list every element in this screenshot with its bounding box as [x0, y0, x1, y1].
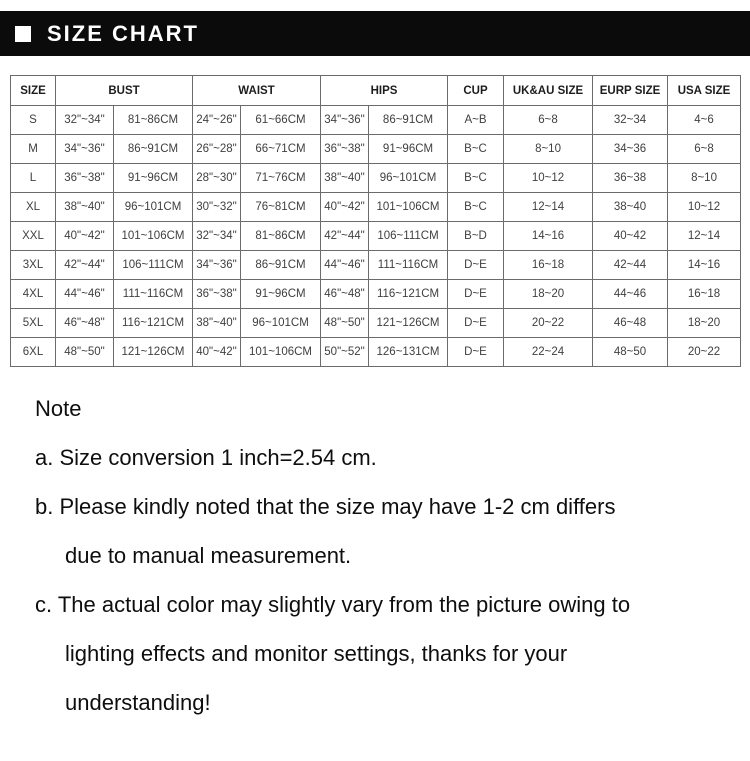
- cell-bust-cm: 106~111CM: [114, 251, 193, 280]
- cell-hips-cm: 121~126CM: [369, 309, 448, 338]
- table-row: [11, 338, 741, 367]
- cell-eurp-size: 40~42: [593, 222, 668, 251]
- cell-waist-in: 24"~26": [193, 106, 241, 135]
- cell-hips-cm: 86~91CM: [369, 106, 448, 135]
- cell-waist-cm: 86~91CM: [241, 251, 321, 280]
- cell-bust-in: 44"~46": [56, 280, 114, 309]
- notes-list: [35, 447, 730, 714]
- cell-eurp-size: 36~38: [593, 164, 668, 193]
- table-row: [11, 222, 741, 251]
- cell-bust-cm: 111~116CM: [114, 280, 193, 309]
- cell-waist-cm: 76~81CM: [241, 193, 321, 222]
- cell-usa-size: 6~8: [668, 135, 741, 164]
- cell-bust-in: 46"~48": [56, 309, 114, 338]
- cell-hips-in: 34"~36": [321, 106, 369, 135]
- cell-bust-in: 42"~44": [56, 251, 114, 280]
- square-bullet-icon: [15, 26, 31, 42]
- cell-hips-in: 44"~46": [321, 251, 369, 280]
- cell-usa-size: 8~10: [668, 164, 741, 193]
- cell-ukau-size: 10~12: [504, 164, 593, 193]
- col-header-hips: HIPS: [321, 76, 448, 106]
- cell-waist-cm: 101~106CM: [241, 338, 321, 367]
- cell-eurp-size: 46~48: [593, 309, 668, 338]
- cell-hips-cm: 111~116CM: [369, 251, 448, 280]
- cell-waist-in: 32"~34": [193, 222, 241, 251]
- notes-heading: Note: [35, 396, 82, 421]
- table-row: [11, 193, 741, 222]
- col-header-bust: BUST: [56, 76, 193, 106]
- cell-cup: D~E: [448, 251, 504, 280]
- col-header-eurp-size: EURP SIZE: [593, 76, 668, 106]
- cell-waist-in: 36"~38": [193, 280, 241, 309]
- cell-size: L: [11, 164, 56, 193]
- cell-usa-size: 4~6: [668, 106, 741, 135]
- table-row: [11, 164, 741, 193]
- cell-bust-cm: 96~101CM: [114, 193, 193, 222]
- cell-ukau-size: 16~18: [504, 251, 593, 280]
- cell-waist-in: 38"~40": [193, 309, 241, 338]
- cell-waist-in: 30"~32": [193, 193, 241, 222]
- cell-cup: A~B: [448, 106, 504, 135]
- cell-eurp-size: 44~46: [593, 280, 668, 309]
- cell-usa-size: 10~12: [668, 193, 741, 222]
- cell-size: XXL: [11, 222, 56, 251]
- cell-bust-in: 32"~34": [56, 106, 114, 135]
- cell-waist-cm: 91~96CM: [241, 280, 321, 309]
- cell-cup: D~E: [448, 280, 504, 309]
- cell-cup: B~C: [448, 164, 504, 193]
- cell-hips-cm: 91~96CM: [369, 135, 448, 164]
- notes-section: [35, 398, 730, 714]
- cell-hips-in: 42"~44": [321, 222, 369, 251]
- cell-usa-size: 14~16: [668, 251, 741, 280]
- page-title: SIZE CHART: [47, 20, 199, 46]
- cell-bust-cm: 86~91CM: [114, 135, 193, 164]
- note-line: due to manual measurement.: [65, 543, 352, 568]
- col-header-waist: WAIST: [193, 76, 321, 106]
- cell-waist-in: 28"~30": [193, 164, 241, 193]
- cell-waist-cm: 96~101CM: [241, 309, 321, 338]
- cell-eurp-size: 34~36: [593, 135, 668, 164]
- cell-hips-in: 46"~48": [321, 280, 369, 309]
- cell-eurp-size: 42~44: [593, 251, 668, 280]
- cell-waist-in: 26"~28": [193, 135, 241, 164]
- cell-ukau-size: 8~10: [504, 135, 593, 164]
- cell-waist-cm: 61~66CM: [241, 106, 321, 135]
- note-line: b. Please kindly noted that the size may have 1-2 cm differs: [35, 494, 616, 519]
- cell-bust-in: 48"~50": [56, 338, 114, 367]
- cell-size: S: [11, 106, 56, 135]
- cell-cup: D~E: [448, 338, 504, 367]
- cell-waist-in: 34"~36": [193, 251, 241, 280]
- table-body: [11, 106, 741, 367]
- cell-hips-cm: 101~106CM: [369, 193, 448, 222]
- cell-hips-cm: 126~131CM: [369, 338, 448, 367]
- cell-ukau-size: 18~20: [504, 280, 593, 309]
- cell-bust-in: 38"~40": [56, 193, 114, 222]
- cell-bust-in: 36"~38": [56, 164, 114, 193]
- cell-waist-cm: 66~71CM: [241, 135, 321, 164]
- col-header-cup: CUP: [448, 76, 504, 106]
- cell-cup: B~C: [448, 193, 504, 222]
- cell-hips-cm: 106~111CM: [369, 222, 448, 251]
- note-line: c. The actual color may slightly vary from the picture owing to: [35, 592, 631, 617]
- cell-size: 4XL: [11, 280, 56, 309]
- cell-usa-size: 20~22: [668, 338, 741, 367]
- cell-bust-cm: 101~106CM: [114, 222, 193, 251]
- note-line: lighting effects and monitor settings, thanks for your: [65, 641, 568, 666]
- cell-ukau-size: 6~8: [504, 106, 593, 135]
- cell-hips-in: 38"~40": [321, 164, 369, 193]
- cell-cup: B~D: [448, 222, 504, 251]
- table-row: [11, 251, 741, 280]
- table-row: [11, 135, 741, 164]
- cell-hips-in: 50"~52": [321, 338, 369, 367]
- table-header: [11, 76, 741, 106]
- cell-bust-in: 34"~36": [56, 135, 114, 164]
- cell-ukau-size: 12~14: [504, 193, 593, 222]
- cell-waist-cm: 71~76CM: [241, 164, 321, 193]
- cell-hips-in: 40"~42": [321, 193, 369, 222]
- cell-bust-cm: 81~86CM: [114, 106, 193, 135]
- cell-waist-cm: 81~86CM: [241, 222, 321, 251]
- cell-ukau-size: 22~24: [504, 338, 593, 367]
- size-chart-table: [10, 75, 741, 367]
- cell-eurp-size: 32~34: [593, 106, 668, 135]
- cell-bust-cm: 91~96CM: [114, 164, 193, 193]
- cell-bust-in: 40"~42": [56, 222, 114, 251]
- cell-cup: D~E: [448, 309, 504, 338]
- cell-usa-size: 16~18: [668, 280, 741, 309]
- cell-cup: B~C: [448, 135, 504, 164]
- cell-hips-in: 48"~50": [321, 309, 369, 338]
- cell-size: 3XL: [11, 251, 56, 280]
- note-line: a. Size conversion 1 inch=2.54 cm.: [35, 445, 377, 470]
- cell-eurp-size: 38~40: [593, 193, 668, 222]
- table-header-row: [11, 76, 741, 106]
- cell-ukau-size: 14~16: [504, 222, 593, 251]
- col-header-usa-size: USA SIZE: [668, 76, 741, 106]
- cell-bust-cm: 121~126CM: [114, 338, 193, 367]
- cell-ukau-size: 20~22: [504, 309, 593, 338]
- cell-usa-size: 18~20: [668, 309, 741, 338]
- col-header-size: SIZE: [11, 76, 56, 106]
- cell-waist-in: 40"~42": [193, 338, 241, 367]
- table-row: [11, 106, 741, 135]
- note-line: understanding!: [65, 690, 211, 715]
- cell-size: 5XL: [11, 309, 56, 338]
- col-header-ukau-size: UK&AU SIZE: [504, 76, 593, 106]
- cell-size: M: [11, 135, 56, 164]
- cell-size: XL: [11, 193, 56, 222]
- cell-hips-cm: 96~101CM: [369, 164, 448, 193]
- title-bar: [0, 11, 750, 56]
- table-row: [11, 280, 741, 309]
- cell-hips-cm: 116~121CM: [369, 280, 448, 309]
- table-row: [11, 309, 741, 338]
- cell-bust-cm: 116~121CM: [114, 309, 193, 338]
- cell-eurp-size: 48~50: [593, 338, 668, 367]
- cell-size: 6XL: [11, 338, 56, 367]
- cell-usa-size: 12~14: [668, 222, 741, 251]
- cell-hips-in: 36"~38": [321, 135, 369, 164]
